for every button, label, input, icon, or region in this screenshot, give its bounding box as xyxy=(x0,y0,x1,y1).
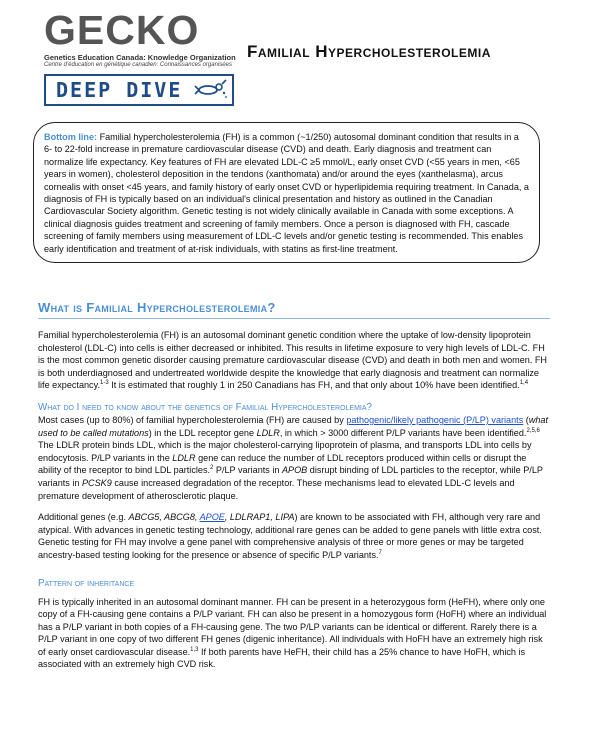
bottom-line-text: Familial hypercholesterolemia (FH) is a common (~1/250) autosomal dominant condition that results in a 6- to 22-fold increase in premature cardiovascular disease (CVD) and death. Early diagnosis and treatment can normalize life expectancy. Key features of FH are elevated LDL-C ≥5 mmol/L, early onset CVD (<55 years in men, <65 years in women), cholesterol deposition in the tendons (xanthomata) and/or around the eyes (xanthelasma), arcus cornealis with onset <45 years, and family history of early onset CVD or hyperlipidemia requiring treatment. In Canada, a diagnosis of FH is typically based on an individual's clinical presentation and history as outlined in the Canadian Cardiovascular Society algorithm. Genetic testing is not widely clinically available in Canada with some exceptions. A clinical diagnosis guides treatment and screening of family members. Once a person is diagnosed with FH, cascade screening of family members using measurement of LDL-C levels and/or genetic testing is recommended. This enables early identification and treatment of at-risk individuals, with statins as first-line treatment. xyxy=(44,132,529,254)
subheading-genetics: What do I need to know about the genetics of Familial Hypercholesterolemia? xyxy=(38,401,372,413)
deep-dive-banner xyxy=(44,74,234,106)
document-title: Familial Hypercholesterolemia xyxy=(247,42,491,61)
main-content xyxy=(38,300,550,680)
deep-dive-label: DEEP DIVE xyxy=(56,78,183,102)
logo-wordmark: GECKO xyxy=(44,7,200,53)
paragraph-what-is-fh: Familial hypercholesterolemia (FH) is an autosomal dominant genetic condition where the uptake of low-density lipoprotein cholesterol (LDL-C) into cells is either decreased or inhibited. This results in lifetime exposure to very high levels of LDL-C. FH is the most common genetic disorder causing premature cardiovascular disease (CVD) and death in both men and women. FH is both underdiagnosed and undertreated worldwide despite the knowledge that early diagnosis and treatment can normalize life expectancy.$^{1-3}$ It is estimated that roughly 1 in 250 Canadians has FH, and that only about 10% have been identified.$^{1,4}$ xyxy=(38,330,547,391)
paragraph-genetics-1: Most cases (up to 80%) of familial hypercholesterolemia (FH) are caused by pathogenic/likely pathogenic (P/LP) variants (what used to be called mutations) in the LDL receptor gene LDLR, in which > 3000 different P/LP variants have been identified.$^{2,5,6}$ The LDLR protein binds LDL, which is the major cholesterol-carrying lipoprotein of plasma, and transports LDL into cells by endocytosis. P/LP variants in the LDLR gene can reduce the number of LDL receptors produced within cells or disrupt the ability of the receptor to bind LDL particles.$^2$ P/LP variants in APOB disrupt binding of LDL particles to the receptor, while P/LP variants in PCSK9 cause increased degradation of the receptor. These mechanisms lead to elevated LDL-C levels and premature development of atherosclerotic plaque. xyxy=(38,414,549,501)
bottom-line-box xyxy=(33,122,540,263)
pathogenic-variants-link[interactable]: pathogenic/likely pathogenic (P/LP) variants xyxy=(346,414,524,425)
subheading-inheritance: Pattern of inheritance xyxy=(38,577,135,589)
gecko-logo xyxy=(44,8,244,106)
section-divider xyxy=(38,318,550,319)
logo-subtitle-fr: Centre d'éducation en génétique canadien: Connaissances organisées xyxy=(44,62,232,68)
paragraph-genetics-2: Additional genes (e.g. ABCG5, ABCG8, APOE, LDLRAP1, LIPA) are known to be associated with FH, although very rare and atypical. With advances in genetic testing technology, additional rare genes can be added to gene panels with little extra cost. Genetic testing for FH may involve a gene panel with comprehensive analysis of three or more genes or may be targeted ancestry-based testing looking for the presence or absence of specific P/LP variants.$^7$ xyxy=(38,512,542,560)
apoe-link[interactable]: APOE xyxy=(199,512,225,523)
paragraph-inheritance: FH is typically inherited in an autosomal dominant manner. FH can be present in a heterozygous form (HeFH), where only one copy of a FH-causing gene contains a P/LP variant. FH can also be present in a homozygous form (HoFH) where an individual has a P/LP variant in both copies of a FH-causing gene. The two P/LP variants can be identical or different. Rarely there is a P/LP variant in one copy of two different FH genes (digenic inheritance). All individuals with HoFH have an extremely high risk of early onset cardiovascular disease.$^{1,3}$ If both parents have HeFH, their child has a 25% chance to have HoFH, which is associated with an extremely high CVD risk. xyxy=(38,596,547,670)
bottom-line-label: Bottom line: xyxy=(44,132,98,142)
logo-subtitle-en: Genetics Education Canada: Knowledge Organization xyxy=(44,53,236,62)
section-heading-what-is-fh: What is Familial Hypercholesterolemia? xyxy=(38,300,276,315)
diver-icon xyxy=(194,78,228,100)
